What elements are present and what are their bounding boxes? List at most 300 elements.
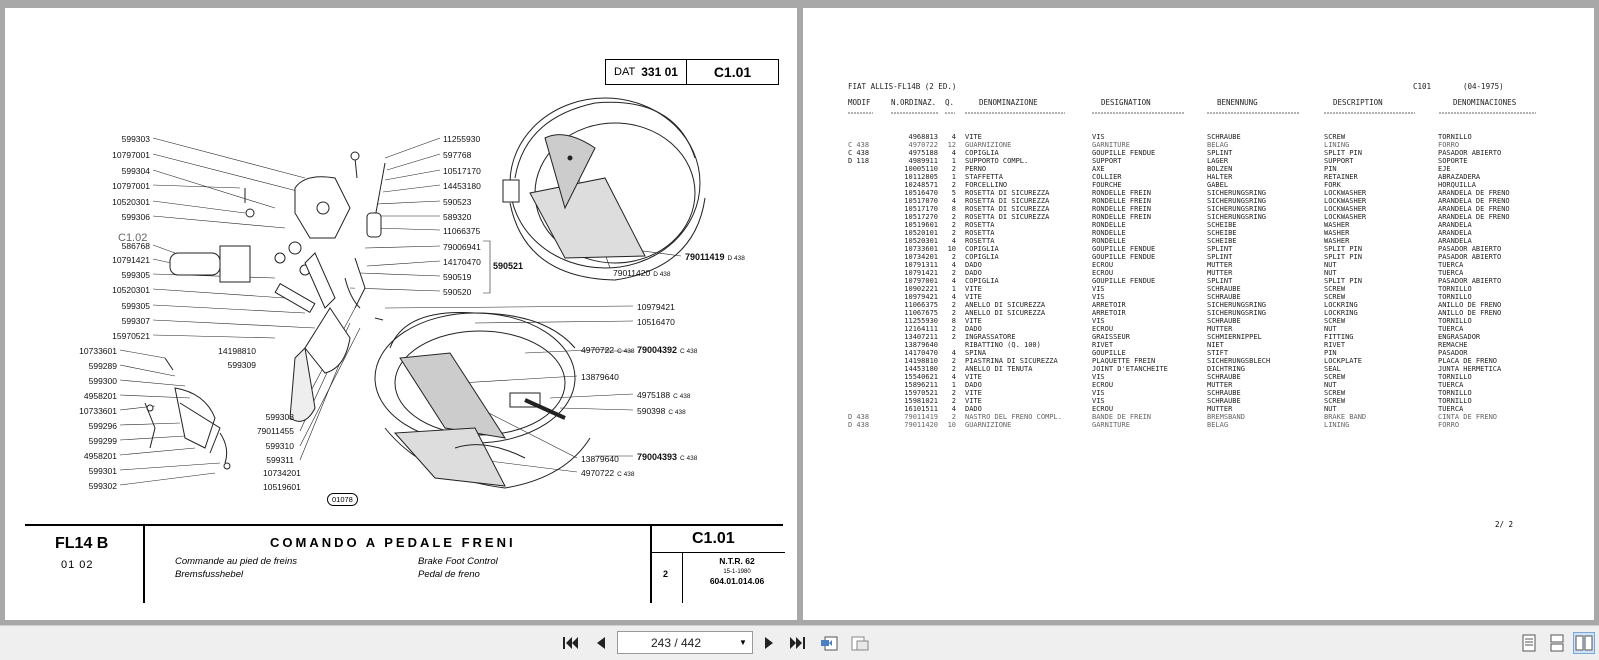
table-cell: GUARNIZIONE [965,141,1012,149]
table-cell: NASTRO DEL FRENO COMPL. [965,413,1062,421]
table-cell: ANELLO DI SICUREZZA [965,309,1046,317]
part-number-label: 10519601 [263,482,301,492]
viewer-toolbar [0,625,1599,660]
table-cell: 2 [951,213,956,221]
table-cell: COLLIER [1092,173,1122,181]
table-cell: 1 [951,173,956,181]
table-cell: SICHERUNGSRING [1207,309,1267,317]
table-cell: 10519601 [904,221,938,229]
table-cell: SPLIT PIN [1324,253,1362,261]
table-cell: VITE [965,317,982,325]
table-cell: 10517270 [904,213,938,221]
table-cell: ARANDELA [1438,221,1472,229]
table-cell: 2 [951,325,956,333]
part-note-label: C 438 [668,409,686,416]
table-cell: SCHEIBE [1207,229,1237,237]
part-number-label: 599296 [88,421,117,431]
table-cell: BELAG [1207,421,1229,429]
title-block-code: C1.01 [692,530,735,547]
table-cell: 15896211 [904,381,938,389]
table-cell: ANELLO DI SICUREZZA [965,301,1046,309]
table-cell: MUTTER [1207,269,1233,277]
table-cell: STAFFETTA [965,173,1003,181]
table-cell: LOCKWASHER [1324,189,1367,197]
table-cell: ARANDELA DE FRENO [1438,213,1510,221]
table-cell: 1 [951,381,956,389]
table-cell: VITE [965,285,982,293]
table-cell: BREMSBAND [1207,413,1245,421]
table-cell: 15540621 [904,373,938,381]
table-cell: HALTER [1207,173,1233,181]
table-cell: GOUPILLE FENDUE [1092,277,1156,285]
part-note-label: C 438 [680,348,698,355]
table-cell: SCHRAUBE [1207,389,1241,397]
table-cell: 2 [951,229,956,237]
table-cell: SPLINT [1207,149,1233,157]
table-cell: VIS [1092,293,1105,301]
table-cell: TORNILLO [1438,389,1472,397]
part-number-label: 11255930 [443,134,481,144]
part-number-label: 10791421 [112,255,150,265]
table-cell: 2 [951,333,956,341]
document-number: 604.01.014.06 [709,576,765,586]
table-cell: NUT [1324,381,1337,389]
part-number-label: 599301 [88,466,117,476]
table-cell: 2 [951,221,956,229]
table-cell: VITE [965,373,982,381]
table-cell: PLACA DE FRENO [1438,357,1498,365]
chevron-down-icon[interactable]: ▼ [739,638,747,647]
table-cell: 14453180 [904,365,938,373]
single-page-view-button[interactable] [1518,632,1540,654]
table-cell: TORNILLO [1438,373,1472,381]
part-number-label: 4970722 [581,345,615,355]
part-number-label: 4975188 [637,390,671,400]
table-cell: VITE [965,389,982,397]
table-cell: 4989911 [908,157,938,165]
table-cell: COPIGLIA [965,277,999,285]
part-note-label: C 438 [680,455,698,462]
table-cell: SCHRAUBE [1207,133,1241,141]
page-footer-number: 2/ 2 [1495,520,1514,529]
table-cell: DADO [965,405,982,413]
last-page-button[interactable] [788,633,808,653]
part-number-label: 10797001 [112,150,150,160]
part-number-label: 79004392 [637,345,678,355]
table-cell: MUTTER [1207,261,1233,269]
table-cell: 10791421 [904,269,938,277]
table-cell: TORNILLO [1438,285,1472,293]
part-number-label: 11066375 [443,226,481,236]
table-cell: ARANDELA DE FRENO [1438,189,1510,197]
part-number-label: 599310 [265,441,294,451]
table-cell: FITTING [1324,333,1354,341]
table-cell: MUTTER [1207,405,1233,413]
table-cell: SCHRAUBE [1207,317,1241,325]
fit-page-icon [820,634,840,652]
table-cell: SICHERUNGSRING [1207,213,1267,221]
table-cell: LOCKWASHER [1324,205,1367,213]
two-page-view-button[interactable] [1573,632,1595,654]
table-cell: SCHEIBE [1207,221,1237,229]
table-cell: LINING [1324,421,1350,429]
sheet-number: 2 [663,569,669,579]
table-cell: AXE [1092,165,1105,173]
table-cell: SPLIT PIN [1324,149,1362,157]
table-cell: ROSETTA DI SICUREZZA [965,197,1050,205]
part-number-label: 599303 [121,134,150,144]
table-cell: TUERCA [1438,269,1464,277]
table-cell: SCREW [1324,285,1346,293]
table-cell: WASHER [1324,237,1350,245]
table-cell: 10112805 [904,173,938,181]
table-cell: NUT [1324,405,1337,413]
table-cell: RIBATTINO (Q. 100) [965,341,1041,349]
part-number-label: 599306 [121,212,150,222]
table-cell: 4 [951,405,956,413]
table-cell: ROSETTA DI SICUREZZA [965,189,1050,197]
part-number-label: 10733601 [79,406,117,416]
table-cell: SICHERUNGSRING [1207,205,1267,213]
part-number-label: 10517170 [443,166,481,176]
table-cell: REMACHE [1438,341,1468,349]
table-cell: DADO [965,381,982,389]
table-cell: 2 [951,397,956,405]
table-cell: 16101511 [904,405,938,413]
table-cell: 79011419 [904,413,938,421]
table-cell: FORCELLINO [965,181,1008,189]
table-cell: C 438 [848,141,870,149]
table-cell: ANELLO DI TENUTA [965,365,1033,373]
table-cell: NUT [1324,269,1337,277]
table-cell: RIVET [1324,341,1346,349]
table-cell: 2 [951,253,956,261]
table-cell: ECROU [1092,325,1114,333]
part-number-label: 599299 [88,436,117,446]
table-cell: GRAISSEUR [1092,333,1130,341]
table-cell: LOCKPLATE [1324,357,1362,365]
table-cell: VIS [1092,133,1105,141]
table-cell: FOURCHE [1092,181,1122,189]
table-cell: GABEL [1207,181,1229,189]
table-cell: ARRETOIR [1092,301,1126,309]
table-cell: COPIGLIA [965,253,999,261]
table-cell: ECROU [1092,405,1114,413]
table-cell: TORNILLO [1438,317,1472,325]
table-cell: 10520301 [904,237,938,245]
table-cell: BELAG [1207,141,1229,149]
table-cell: COPIGLIA [965,149,999,157]
table-cell: 2 [951,357,956,365]
continuous-view-button[interactable] [1546,632,1568,654]
table-cell: SPLINT [1207,245,1233,253]
table-cell: ROSETTA [965,221,995,229]
table-cell: GOUPILLE [1092,349,1126,357]
table-cell: 2 [951,365,956,373]
table-cell: FORRO [1438,141,1460,149]
first-page-icon [562,636,578,650]
table-cell: ECROU [1092,381,1114,389]
table-cell: SICHERUNGSRING [1207,189,1267,197]
table-cell: ARANDELA [1438,229,1472,237]
cross-reference-label: C1.02 [118,232,148,244]
table-cell: SCREW [1324,373,1346,381]
part-number-label: 13879640 [581,372,619,382]
table-cell: 1 [951,157,956,165]
table-cell: ECROU [1092,269,1114,277]
table-cell: VITE [965,293,982,301]
table-cell: SPLIT PIN [1324,245,1362,253]
table-cell: WASHER [1324,229,1350,237]
table-cell: D 118 [848,157,870,165]
table-cell: ANILLO DE FRENO [1438,301,1502,309]
table-cell: 10979421 [904,293,938,301]
table-cell: FORK [1324,181,1341,189]
table-cell: 10797001 [904,277,938,285]
table-cell: PLAQUETTE FREIN [1092,357,1156,365]
fit-width-button[interactable] [850,633,870,653]
table-cell: STIFT [1207,349,1229,357]
model-numbers: 01 02 [61,559,94,571]
table-cell: VITE [965,397,982,405]
table-cell: RIVET [1092,341,1114,349]
table-cell: LOCKRING [1324,309,1358,317]
table-cell: SCHMIERNIPPEL [1207,333,1262,341]
table-cell: PIASTRINA DI SICUREZZA [965,357,1058,365]
first-page-button[interactable] [560,633,580,653]
table-cell: 15970521 [904,389,938,397]
table-cell: SICHERUNGSBLECH [1207,357,1271,365]
right-document-page [803,8,1594,620]
two-page-view-icon [1575,634,1593,652]
table-cell: PASADOR ABIERTO [1438,149,1502,157]
revision-date: 15-1-1980 [723,569,751,575]
table-cell: LOCKWASHER [1324,197,1367,205]
part-number-label: 79006941 [443,242,481,252]
table-cell: LOCKWASHER [1324,213,1367,221]
table-cell: D 438 [848,413,870,421]
fit-width-icon [850,634,870,652]
fit-page-button[interactable] [820,633,840,653]
table-cell: GUARNIZIONE [965,421,1012,429]
table-cell: GOUPILLE FENDUE [1092,245,1156,253]
part-number-label: 14170470 [443,257,481,267]
table-cell: 10520101 [904,229,938,237]
part-number-label: 590519 [443,272,472,282]
table-cell: 1 [951,285,956,293]
table-cell: SCREW [1324,133,1346,141]
column-header: DENOMINACIONES [1453,98,1517,107]
table-cell: SICHERUNGSRING [1207,197,1267,205]
table-cell: 10005110 [904,165,938,173]
model-code: FL14 B [55,535,109,552]
part-number-label: 599307 [121,316,150,326]
table-cell: SUPPORT [1324,157,1354,165]
table-cell: 2 [951,165,956,173]
table-cell: WASHER [1324,221,1350,229]
table-cell: LAGER [1207,157,1229,165]
ntr-label: N.T.R. 62 [719,556,755,566]
table-cell: SOPORTE [1438,157,1468,165]
part-number-label: 599308 [265,412,294,422]
table-cell: RONDELLE FREIN [1092,213,1152,221]
table-cell: DICHTRING [1207,365,1245,373]
part-number-label: 590520 [443,287,472,297]
column-underlines [803,110,1594,118]
table-cell: 12164111 [904,325,938,333]
table-cell: 13879640 [904,341,938,349]
part-number-label: 590398 [637,406,666,416]
table-cell: ARANDELA DE FRENO [1438,205,1510,213]
table-cell: VIS [1092,285,1105,293]
prev-page-icon [594,636,606,650]
table-cell: ARANDELA [1438,237,1472,245]
parts-list-date: (04-1975) [1463,82,1504,91]
column-header: Q. [945,98,955,107]
table-cell: JUNTA HERMETICA [1438,365,1502,373]
part-note-label: C 438 [617,348,635,355]
part-note-label: D 438 [653,271,671,278]
table-cell: SPLIT PIN [1324,277,1362,285]
part-number-label: 14198810 [218,346,256,356]
table-cell: 4 [951,237,956,245]
part-number-label: 10734201 [263,468,301,478]
part-number-label: 597768 [443,150,472,160]
table-cell: GARNITURE [1092,141,1130,149]
table-cell: EJE [1438,165,1451,173]
table-cell: 10902221 [904,285,938,293]
part-number-label: 599311 [266,455,294,465]
table-cell: 4 [951,373,956,381]
part-number-label: 79011455 [256,426,294,436]
table-cell: COPIGLIA [965,245,999,253]
table-cell: 10733601 [904,245,938,253]
table-cell: TORNILLO [1438,293,1472,301]
table-cell: VIS [1092,389,1105,397]
part-number-label: 4970722 [581,468,615,478]
dat-label: DAT [614,66,636,78]
table-cell: RONDELLE [1092,229,1126,237]
table-cell: 14198810 [904,357,938,365]
table-cell: SCREW [1324,293,1346,301]
table-cell: SUPPORTO COMPL. [965,157,1029,165]
table-cell: 12 [947,141,956,149]
next-page-button[interactable] [760,633,780,653]
table-cell: BOLZEN [1207,165,1233,173]
table-cell: SPLINT [1207,253,1233,261]
table-cell: DADO [965,269,982,277]
dat-number: 331 01 [641,65,678,79]
table-cell: INGRASSATORE [965,333,1016,341]
table-cell: 10734201 [904,253,938,261]
table-cell: ROSETTA [965,229,995,237]
part-number-label: 599304 [121,166,150,176]
part-number-label: 599300 [88,376,117,386]
part-number-label: 10797001 [112,181,150,191]
table-cell: SCHEIBE [1207,237,1237,245]
table-cell: RONDELLE FREIN [1092,205,1152,213]
table-cell: 4 [951,277,956,285]
part-number-label: 14453180 [443,181,481,191]
table-cell: SCHRAUBE [1207,397,1241,405]
table-cell: 4968813 [908,133,938,141]
table-cell: 11066375 [904,301,938,309]
table-cell: RONDELLE [1092,221,1126,229]
table-cell: ENGRASADOR [1438,333,1481,341]
title-english: Brake Foot Control [418,556,498,567]
table-cell: PIN [1324,349,1337,357]
title-spanish: Pedal de freno [418,569,480,580]
column-header: DESIGNATION [1101,98,1151,107]
part-number-label: 79011419 [685,252,725,262]
table-cell: SICHERUNGSRING [1207,301,1267,309]
part-number-label: 4958201 [83,391,117,401]
table-cell: 79011420 [904,421,938,429]
table-cell: DADO [965,261,982,269]
table-cell: 10 [947,245,956,253]
table-cell: 8 [951,205,956,213]
part-note-label: C 438 [673,393,691,400]
table-cell: SCHRAUBE [1207,285,1241,293]
table-cell: PASADOR ABIERTO [1438,253,1502,261]
column-header: DESCRIPTION [1333,98,1383,107]
table-cell: LINING [1324,141,1350,149]
table-cell: 10248571 [904,181,938,189]
table-cell: 4 [951,197,956,205]
table-cell: BANDE DE FREIN [1092,413,1152,421]
table-cell: NUT [1324,261,1337,269]
part-number-label: 79004393 [637,452,678,462]
table-cell: RONDELLE FREIN [1092,189,1152,197]
table-cell: FORRO [1438,421,1460,429]
table-cell: C 438 [848,149,870,157]
table-cell: 4975188 [908,149,938,157]
title-german: Bremsfusshebel [175,569,244,580]
page-number-input[interactable] [617,631,753,654]
table-cell: 10 [947,421,956,429]
table-cell: ABRAZADERA [1438,173,1481,181]
last-page-icon [790,636,806,650]
part-number-label: 13879640 [581,454,619,464]
parts-list-code: C101 [1413,82,1432,91]
column-header: N.ORDINAZ. [891,98,937,107]
table-cell: ARANDELA DE FRENO [1438,197,1510,205]
single-page-view-icon [1522,634,1536,652]
parts-list-header: FIAT ALLIS-FL14B (2 ED.) [848,82,957,91]
part-number-label: 79011420 [613,268,651,278]
table-cell: HORQUILLA [1438,181,1476,189]
part-number-label: 10516470 [637,317,675,327]
table-cell: 4 [951,261,956,269]
part-number-label: 599309 [227,360,256,370]
table-cell: 5 [951,189,956,197]
table-cell: NUT [1324,325,1337,333]
next-page-icon [764,636,776,650]
table-cell: VITE [965,133,982,141]
part-number-label: 599289 [88,361,117,371]
page-indicator: 243 / 442 [650,635,702,650]
table-cell: DADO [965,325,982,333]
dat-code: C1.01 [713,64,752,80]
table-cell: 4970722 [908,141,938,149]
part-note-label: D 438 [727,255,745,262]
table-cell: CINTA DE FRENO [1438,413,1498,421]
table-cell: TORNILLO [1438,133,1472,141]
table-cell: TUERCA [1438,261,1464,269]
table-cell: VIS [1092,317,1105,325]
prev-page-button[interactable] [590,633,610,653]
table-cell: SCHRAUBE [1207,373,1241,381]
